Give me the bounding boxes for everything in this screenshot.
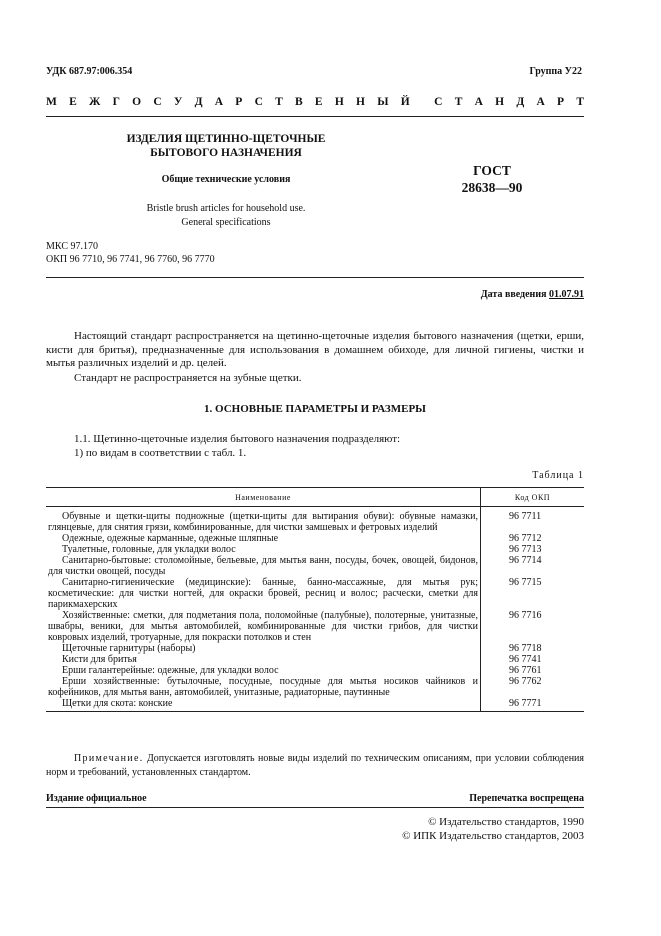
footer-rule <box>46 807 584 808</box>
heading-letter: Т <box>454 96 463 108</box>
column-header-code: Код ОКП <box>481 488 585 507</box>
mks-code: МКС 97.170 <box>46 241 98 252</box>
heading-letter: А <box>536 96 545 108</box>
product-name: Хозяйственные: сметки, для подметания пола, поломойные (палубные), полотерные, унитазные, швабры, веники, для мытья автомобилей, комбинированные для чистки грибов, для чистки ковровых изделий, тротуарные, для покраски потолков и стен <box>46 610 481 643</box>
product-name: Ерши хозяйственные: бутылочные, посудные, посудные для мытья носиков чайников и кофейников, для мытья ванн, автомобилей, унитазные, радиаторные, паутинные <box>46 676 481 698</box>
note-label: Примечание. <box>74 753 144 764</box>
heading-letter: Р <box>557 96 565 108</box>
heading-letter: С <box>434 96 443 108</box>
table-row <box>46 507 584 534</box>
document-subtitle: Общие технические условия <box>161 174 291 185</box>
heading-letter: С <box>153 96 162 108</box>
product-name: Щеточные гарнитуры (наборы) <box>46 643 481 654</box>
heading-letter: С <box>254 96 263 108</box>
okp-code-cell: 96 7711 <box>509 511 542 522</box>
table-row <box>46 654 584 665</box>
official-edition: Издание официальное <box>46 793 147 804</box>
heading-letter: Ы <box>377 96 389 108</box>
okp-code-cell: 96 7712 <box>509 533 542 544</box>
heading-letter: Е <box>69 96 77 108</box>
title-line: ИЗДЕЛИЯ ЩЕТИННО-ЩЕТОЧНЫЕ <box>126 133 326 145</box>
heading-letter: Ж <box>89 96 101 108</box>
product-name: Щетки для скота: конские <box>46 698 481 712</box>
table-row <box>46 544 584 555</box>
table-header-row <box>46 488 584 507</box>
codes-rule <box>46 277 584 278</box>
gost-designation <box>452 162 532 196</box>
document-title <box>110 132 342 160</box>
table-row <box>46 533 584 544</box>
date-label: Дата введения <box>480 289 547 300</box>
okp-code-cell: 96 7716 <box>509 610 542 621</box>
english-title <box>110 202 342 230</box>
copyright-block <box>402 815 584 843</box>
heading-letter: Й <box>400 96 410 108</box>
clause-item: 1) по видам в соответствии с табл. 1. <box>74 447 247 459</box>
classification-codes <box>46 240 215 266</box>
product-name: Одежные, одежные карманные, одежные шляпные <box>46 533 481 544</box>
english-title-line: Bristle brush articles for household use. <box>146 203 306 214</box>
heading-letter: Н <box>495 96 505 108</box>
heading-letter: А <box>474 96 483 108</box>
okp-code: ОКП 96 7710, 96 7741, 96 7760, 96 7770 <box>46 254 215 265</box>
title-line: БЫТОВОГО НАЗНАЧЕНИЯ <box>150 147 302 159</box>
product-name: Кисти для бритья <box>46 654 481 665</box>
gost-number: 28638—90 <box>461 180 523 195</box>
section-heading: 1. ОСНОВНЫЕ ПАРАМЕТРЫ И РАЗМЕРЫ <box>204 403 426 415</box>
note-text: Допускается изготовлять новые виды изделий по техническим описаниям, при условии соблюдения норм и требований, установленных стандартом. <box>46 753 585 778</box>
table-row <box>46 643 584 654</box>
clause-paragraph: 1.1. Щетинно-щеточные изделия бытового назначения подразделяют: <box>74 433 401 445</box>
heading-letter: Е <box>314 96 323 108</box>
table-row <box>46 676 584 698</box>
product-name: Ерши галантерейные: одежные, для укладки волос <box>46 665 481 676</box>
heading-letter: Т <box>576 96 584 108</box>
okp-code-cell: 96 7714 <box>509 555 542 566</box>
heading-letter: А <box>214 96 224 108</box>
table-caption: Таблица 1 <box>532 470 584 481</box>
table-row <box>46 555 584 577</box>
heading-letter: Р <box>235 96 243 108</box>
okp-code-cell: 96 7713 <box>509 544 542 555</box>
copyright-line: © ИПК Издательство стандартов, 2003 <box>402 830 584 842</box>
copyright-line: © Издательство стандартов, 1990 <box>428 816 584 828</box>
reprint-notice: Перепечатка воспрещена <box>469 793 584 804</box>
introduction-date <box>0 289 584 300</box>
heading-letter: Г <box>112 96 120 108</box>
table-row <box>46 577 584 610</box>
product-name: Санитарно-бытовые: столомойные, бельевые, для мытья ванн, посуды, бочек, овощей, бидонов, для чистки овощей, посуды <box>46 555 481 577</box>
scope-paragraph: Настоящий стандарт распространяется на щетинно-щеточные изделия бытового назначения (щетки, ерши, кисти для бритья), предназначенные для использования в домашнем обиходе, для личной гигиены, чистки и мытья различных изделий и др. целей. <box>46 330 584 369</box>
date-value: 01.07.91 <box>549 289 584 300</box>
english-title-line: General specifications <box>181 217 271 228</box>
okp-code-cell: 96 7718 <box>509 643 542 654</box>
heading-letter: В <box>295 96 303 108</box>
gost-label: ГОСТ <box>473 163 511 178</box>
table-row <box>46 610 584 643</box>
heading-letter: Н <box>356 96 365 108</box>
heading-letter: Н <box>334 96 344 108</box>
heading-letter: М <box>46 96 57 108</box>
product-name: Обувные и щетки-щиты подножные (щетки-щиты для вытирания обуви): обувные намазки, глянцевые, для снятия грязи, комбинированные, для чистки замшевых и фетровых изделий <box>46 507 481 534</box>
table-note <box>46 752 584 780</box>
okp-code-cell: 96 7715 <box>509 577 542 588</box>
heading-letter: Д <box>516 96 525 108</box>
product-name: Санитарно-гигиенические (медицинские): банные, банно-массажные, для мытья рук; косметические: для чистки ногтей, для окраски бровей, ресниц и волос; расчески, сметки для парикмахерских <box>46 577 481 610</box>
interstate-standard-heading <box>46 96 584 108</box>
okp-code-cell: 96 7741 <box>509 654 542 665</box>
okp-code-cell: 96 7762 <box>509 676 542 687</box>
group-code: Группа У22 <box>529 66 582 77</box>
product-name: Туалетные, головные, для укладки волос <box>46 544 481 555</box>
udk-code: УДК 687.97:006.354 <box>46 66 133 77</box>
heading-rule <box>46 116 584 117</box>
table-row <box>46 698 584 712</box>
table-row <box>46 665 584 676</box>
heading-letter: О <box>132 96 142 108</box>
column-header-name: Наименование <box>46 488 481 507</box>
okp-code-cell: 96 7761 <box>509 665 542 676</box>
okp-code-cell: 96 7771 <box>481 698 585 712</box>
products-table <box>46 487 584 712</box>
exclusion-paragraph: Стандарт не распространяется на зубные щетки. <box>74 372 302 384</box>
heading-letter: У <box>173 96 183 108</box>
heading-letter: Д <box>194 96 203 108</box>
heading-letter: Т <box>275 96 283 108</box>
